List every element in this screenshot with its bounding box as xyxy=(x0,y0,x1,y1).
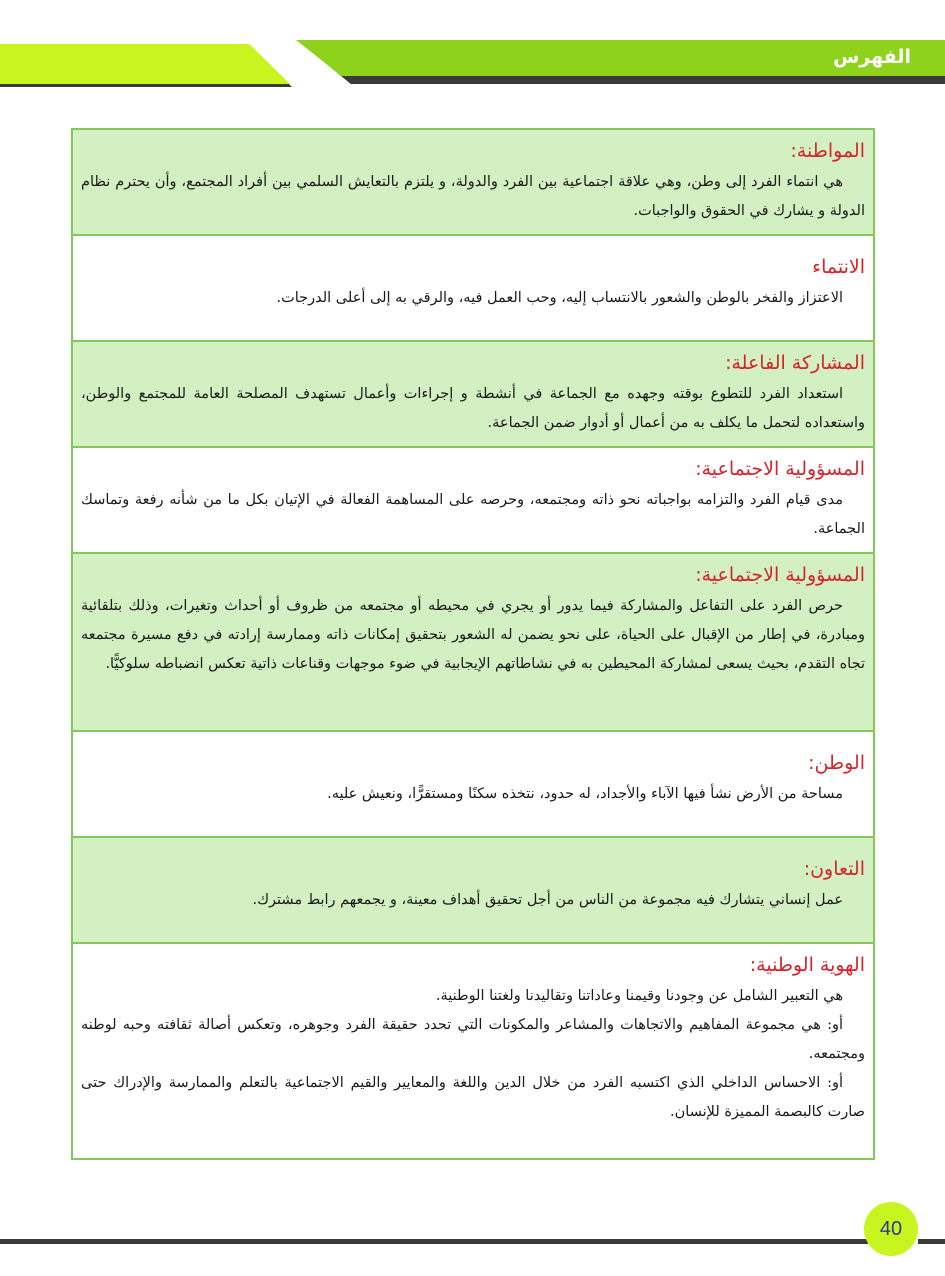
entry-paragraph: هي التعبير الشامل عن وجودنا وقيمنا وعاداتنا وتقاليدنا ولغتنا الوطنية. xyxy=(435,988,843,1004)
glossary-entry xyxy=(73,342,873,448)
entry-paragraph: أو: الاحساس الداخلي الذي اكتسبه الفرد من خلال الدين واللغة والمعايير والقيم الاجتماعية بالتعلم والممارسة والإدراك حتى صارت كالبصمة المميزة للإنسان. xyxy=(81,1075,865,1120)
entry-definition: حرص الفرد على التفاعل والمشاركة فيما يدور أو يجري في محيطه أو مجتمعه من ظروف أو أحداث وتغيرات، وذلك بتلقائية ومبادرة، في إطار من الإقبال على الحياة، على نحو يضمن له الشعور بتحقيق إمكانات ذاته وممارسة إرادته في دفع مسيرة مجتمعه تجاه التقدم، بحيث يسعى لمشاركة المحيطين به في نشاطاتهم الإيجابية في ضوء موجهات وقناعات ذاتية تعكس انضباطه سلوكيًّا. xyxy=(81,598,865,672)
glossary-table xyxy=(71,128,875,1160)
entry-definition: الاعتزاز والفخر بالوطن والشعور بالانتساب إليه، وحب العمل فيه، والرقي به إلى أعلى الدرجات. xyxy=(276,290,843,306)
glossary-entry xyxy=(73,554,873,732)
entry-definition: استعداد الفرد للتطوع بوقته وجهده مع الجماعة في أنشطة و إجراءات وأعمال تستهدف المصلحة العامة للمجتمع والوطن، واستعداده لتحمل ما يكلف به من أعمال أو أدوار ضمن الجماعة. xyxy=(81,386,865,431)
entry-term: التعاون: xyxy=(803,858,865,880)
glossary-entry xyxy=(73,944,873,1158)
entry-term: الهوية الوطنية: xyxy=(749,954,865,976)
entry-term: الوطن: xyxy=(808,752,865,774)
entry-definition: هي انتماء الفرد إلى وطن، وهي علاقة اجتماعية بين الفرد والدولة، و يلتزم بالتعايش السلمي بين أفراد المجتمع، وأن يحترم نظام الدولة و يشارك في الحقوق والواجبات. xyxy=(81,174,865,219)
entry-definition: عمل إنساني يتشارك فيه مجموعة من الناس من أجل تحقيق أهداف معينة، و يجمعهم رابط مشترك. xyxy=(252,892,843,908)
entry-term: المسؤولية الاجتماعية: xyxy=(695,458,865,480)
header-left-band xyxy=(0,44,290,84)
page-number-badge: 40 xyxy=(864,1202,918,1256)
glossary-entry xyxy=(73,448,873,554)
glossary-entry xyxy=(73,236,873,342)
entry-definition xyxy=(81,982,865,1127)
entry-definition: مساحة من الأرض نشأ فيها الآباء والأجداد، له حدود، نتخذه سكنًا ومستقرًّا، ونعيش عليه. xyxy=(327,786,843,802)
footer-rule xyxy=(0,1239,868,1244)
entry-paragraph: أو: هي مجموعة المفاهيم والاتجاهات والمشاعر والمكونات التي تحدد حقيقة الفرد وجوهره، وتعكس أصالة ثقافته وحبه لوطنه ومجتمعه. xyxy=(81,1017,865,1062)
footer-rule-right xyxy=(918,1239,945,1244)
entry-term: الانتماء xyxy=(812,256,865,278)
entry-term: المواطنة: xyxy=(790,140,865,162)
glossary-entry xyxy=(73,732,873,838)
entry-definition: مدى قيام الفرد والتزامه بواجباته نحو ذاته ومجتمعه، وحرصه على المساهمة الفعالة في الإتيان بكل ما من شأنه رفعة وتماسك الجماعة. xyxy=(81,492,865,537)
glossary-entry xyxy=(73,130,873,236)
entry-term: المشاركة الفاعلة: xyxy=(725,352,865,374)
page-title: الفهرس xyxy=(833,46,911,68)
glossary-entry xyxy=(73,838,873,944)
entry-term: المسؤولية الاجتماعية: xyxy=(695,564,865,586)
